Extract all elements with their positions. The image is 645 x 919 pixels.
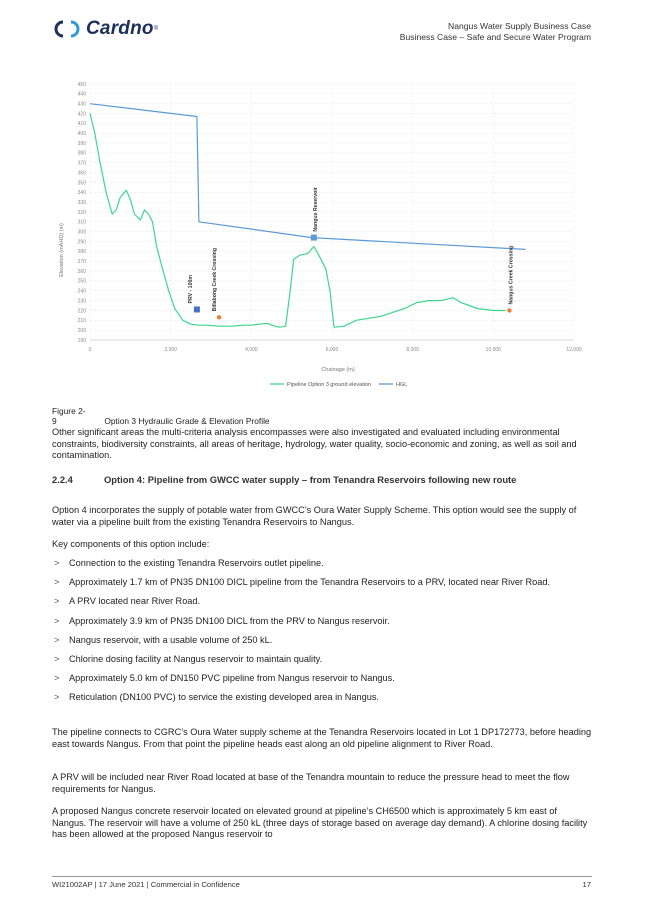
y-tick-label: 380: [77, 150, 86, 157]
header-title: Nangus Water Supply Business Case: [448, 21, 591, 31]
x-axis-ticks: [89, 347, 582, 353]
annotation-label: PRV - 100m: [187, 275, 194, 304]
y-tick-label: 200: [77, 327, 86, 334]
y-tick-label: 450: [77, 81, 86, 88]
footer-divider: [52, 876, 592, 877]
hgl-line: [90, 104, 526, 250]
annotation-label: Nangus Creek Crossing: [508, 245, 515, 305]
annotation-marker: [194, 306, 200, 312]
list-item: [52, 558, 592, 570]
y-tick-label: 360: [77, 170, 86, 177]
y-tick-label: 350: [77, 180, 86, 187]
list-item: [52, 616, 592, 628]
paragraph-text: Option 4 incorporates the supply of potable water from GWCC’s Oura Water Supply Scheme. This option would see the supply of water via a pipeline built from the existing Tenandra Reservoirs to Nangus.: [52, 505, 577, 527]
logo-registered-mark: ®: [153, 26, 159, 32]
document-header: [400, 21, 591, 43]
list-item: [52, 577, 592, 589]
y-tick-label: 220: [77, 308, 86, 315]
list-item: [52, 635, 592, 647]
y-tick-label: 230: [77, 298, 86, 305]
chart-legend: [270, 382, 407, 388]
x-tick-label: 0: [88, 347, 92, 353]
annotation-marker: [217, 315, 221, 319]
ground-elevation-line: [90, 114, 505, 328]
annotation-marker: [507, 308, 511, 312]
list-item-text: Approximately 5.0 km of DN150 PVC pipeline from Nangus reservoir to Nangus.: [69, 673, 395, 684]
list-item: [52, 654, 592, 666]
y-axis-ticks: [78, 82, 87, 344]
paragraph-text: A PRV will be included near River Road located at base of the Tenandra mountain to reduce the pressure head to meet the flow requirements for Nangus.: [52, 772, 570, 794]
y-tick-label: 240: [77, 288, 86, 295]
paragraph-key-components: [52, 539, 592, 551]
paragraph-text: Key components of this option include:: [52, 539, 210, 549]
paragraph-nangus-reservoir: [52, 806, 592, 841]
paragraph-text: The pipeline connects to CGRC’s Oura Water supply scheme at the Tenandra Reservoirs located in Lot 1 DP172773, before heading east towards Nangus. From that point the pipeline heads east along an old pipeline alignment to River Road.: [52, 727, 592, 749]
footer-text: WI21002AP | 17 June 2021 | Commercial in Confidence: [52, 880, 240, 889]
list-item-text: Chlorine dosing facility at Nangus reservoir to maintain quality.: [69, 653, 323, 664]
y-tick-label: 250: [77, 278, 86, 285]
bullet-marker: >: [54, 596, 60, 607]
figure-caption: [52, 406, 270, 426]
list-item-text: A PRV located near River Road.: [69, 596, 201, 607]
chart-annotations: [188, 187, 515, 319]
y-tick-label: 270: [77, 259, 86, 266]
y-tick-label: 300: [77, 229, 86, 236]
x-tick-label: 8,000: [406, 347, 419, 353]
list-item: [52, 673, 592, 685]
annotation-label: Billabong Creek Crossing: [212, 247, 219, 312]
bullet-marker: >: [54, 634, 60, 645]
y-tick-label: 210: [77, 318, 86, 325]
bullet-marker: >: [54, 615, 60, 626]
bullet-marker: >: [54, 692, 60, 703]
cardno-logo-mark-icon: [52, 20, 82, 38]
hydraulic-grade-chart: [52, 78, 592, 398]
paragraph-pipeline-route: [52, 727, 592, 750]
y-tick-label: 370: [77, 160, 86, 167]
page-number: 17: [582, 880, 591, 889]
list-item-text: Reticulation (DN100 PVC) to service the existing developed area in Nangus.: [69, 692, 379, 703]
paragraph-option4-intro: [52, 505, 592, 528]
section-heading: [52, 474, 592, 486]
x-axis-label: Chainage (m): [321, 367, 355, 373]
list-item: [52, 596, 592, 608]
cardno-logo: [52, 18, 158, 40]
chart-grid: [90, 84, 574, 340]
x-tick-label: 2,000: [164, 347, 177, 353]
x-tick-label: 6,000: [325, 347, 339, 353]
list-item-text: Connection to the existing Tenandra Reservoirs outlet pipeline.: [69, 558, 324, 568]
list-item-text: Approximately 3.9 km of PN35 DN100 DICL from the PRV to Nangus reservoir.: [69, 615, 390, 626]
paragraph-multi-criteria: [52, 427, 592, 462]
y-tick-label: 340: [77, 190, 86, 197]
y-tick-label: 280: [77, 249, 86, 256]
annotation-label: Nangus Reservoir: [312, 187, 319, 232]
bullet-marker: >: [54, 673, 60, 684]
x-tick-label: 10,000: [485, 347, 501, 353]
y-tick-label: 290: [77, 239, 86, 246]
bullet-marker: >: [54, 558, 60, 568]
section-number: 2.2.4: [52, 474, 73, 485]
x-tick-label: 12,000: [566, 347, 582, 353]
list-item-text: Approximately 1.7 km of PN35 DN100 DICL pipeline from the Tenandra Reservoirs to a PRV, located near River Road.: [69, 577, 551, 588]
legend-label-ground: Pipeline Option 3 ground elevation: [287, 382, 372, 388]
figure-label: Figure 2-9: [52, 406, 86, 426]
y-tick-label: 260: [77, 268, 86, 275]
y-tick-label: 190: [77, 337, 86, 344]
list-item: [52, 692, 592, 704]
paragraph-text: A proposed Nangus concrete reservoir located on elevated ground at pipeline’s CH6500 which is approximately 5 km east of Nangus. The reservoir will have a volume of 250 kL (three days of storage based on average day demand). A chlorine dosing facility has been allowed at the proposed Nangus reservoir to: [52, 806, 588, 840]
paragraph-text: Other significant areas the multi-criteria analysis encompasses were also investigated and evaluated including environmental constraints, biodiversity constraints, all areas of heritage, hydrology, water quality, socio-economic and zoning, as well as soil and contamination.: [52, 427, 577, 461]
list-item-text: Nangus reservoir, with a usable volume of 250 kL.: [69, 634, 273, 645]
y-tick-label: 310: [77, 219, 86, 226]
header-subtitle: Business Case – Safe and Secure Water Program: [399, 32, 591, 42]
annotation-marker: [311, 235, 317, 241]
x-tick-label: 4,000: [245, 347, 258, 353]
y-tick-label: 390: [77, 140, 86, 147]
y-tick-label: 330: [77, 199, 86, 206]
y-tick-label: 410: [77, 121, 86, 128]
paragraph-prv: [52, 772, 592, 795]
legend-label-hgl: HGL: [396, 382, 408, 388]
y-tick-label: 420: [77, 111, 86, 118]
logo-text: Cardno: [86, 18, 154, 39]
section-title: Option 4: Pipeline from GWCC water supply – from Tenandra Reservoirs following new route: [104, 474, 517, 485]
y-tick-label: 320: [77, 209, 86, 216]
y-tick-label: 430: [77, 101, 86, 108]
chart-series: [90, 104, 526, 328]
bullet-marker: >: [54, 577, 60, 588]
figure-caption-text: Option 3 Hydraulic Grade & Elevation Profile: [104, 416, 270, 426]
bullet-marker: >: [54, 653, 60, 664]
y-tick-label: 440: [77, 91, 86, 98]
y-axis-label: Elevation (mAHD) (m): [59, 223, 65, 277]
y-tick-label: 400: [77, 131, 86, 138]
key-components-list: [52, 558, 592, 712]
